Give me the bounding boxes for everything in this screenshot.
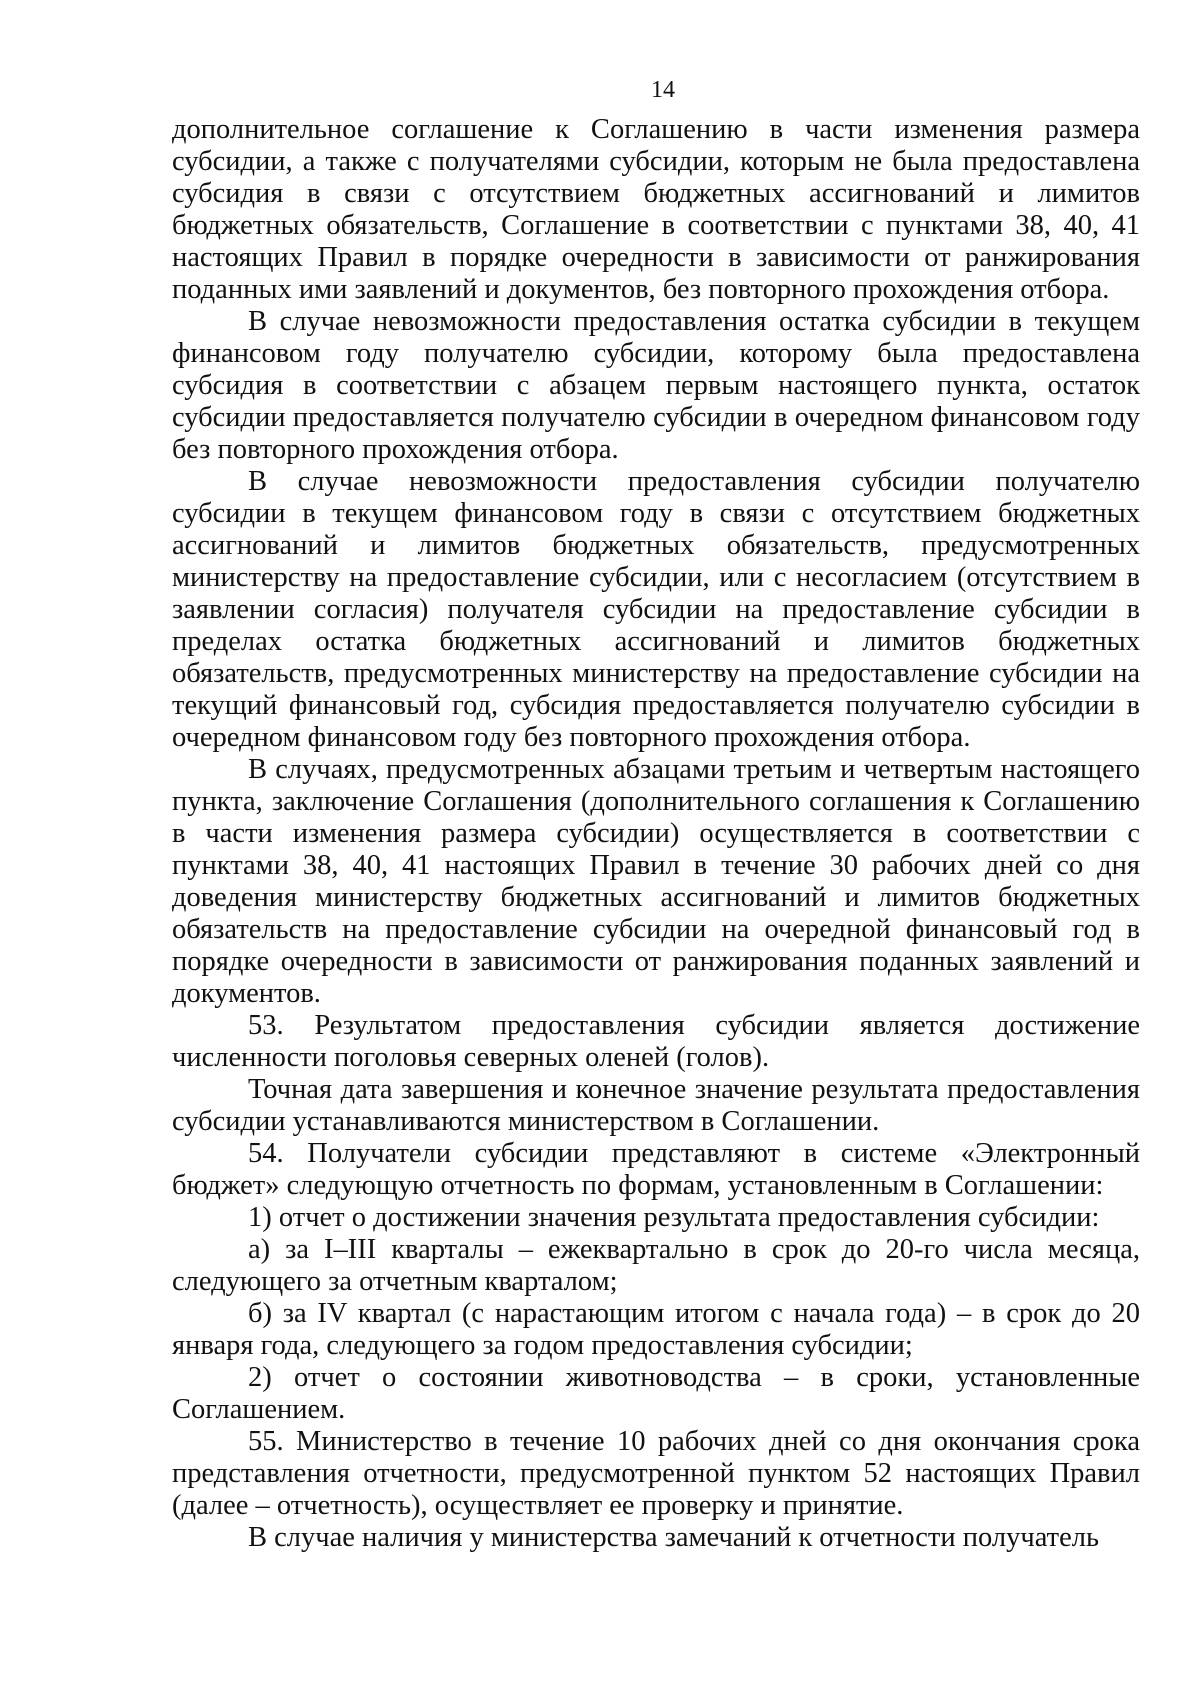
paragraph-item-54: 54. Получатели субсидии представляют в системе «Электронный бюджет» следующую отчетность по формам, установленным в Соглашении:	[172, 1138, 1140, 1201]
paragraph-item-55: 55. Министерство в течение 10 рабочих дней со дня окончания срока представления отчетности, предусмотренной пунктом 52 настоящих Правил (далее – отчетность), осуществляет ее проверку и принятие.	[172, 1426, 1140, 1521]
paragraph-report-1: 1) отчет о достижении значения результата предоставления субсидии:	[248, 1202, 1100, 1233]
page-number: 14	[651, 77, 675, 103]
paragraph-report-1b: б) за IV квартал (с нарастающим итогом с начала года) – в срок до 20 января года, следующего за годом предоставления субсидии;	[172, 1298, 1140, 1361]
paragraph-report-1a: а) за I–III кварталы – ежеквартально в срок до 20-го числа месяца, следующего за отчетным кварталом;	[172, 1234, 1140, 1297]
document-body	[172, 114, 1140, 1554]
paragraph-agreement-conclusion: В случаях, предусмотренных абзацами третьим и четвертым настоящего пункта, заключение Соглашения (дополнительного соглашения к Соглашению в части изменения размера субсидии) осуществляется в соответствии с пунктами 38, 40, 41 настоящих Правил в течение 30 рабочих дней со дня доведения министерству бюджетных ассигнований и лимитов бюджетных обязательств на предоставление субсидии на очередной финансовый год в порядке очередности в зависимости от ранжирования поданных заявлений и документов.	[172, 754, 1140, 1009]
paragraph-impossibility-of-subsidy: В случае невозможности предоставления субсидии получателю субсидии в текущем финансовом году в связи с отсутствием бюджетных ассигнований и лимитов бюджетных обязательств, предусмотренных министерству на предоставление субсидии, или с несогласием (отсутствием в заявлении согласия) получателя субсидии на предоставление субсидии в пределах остатка бюджетных ассигнований и лимитов бюджетных обязательств, предусмотренных министерству на предоставление субсидии на текущий финансовый год, субсидия предоставляется получателю субсидии в очередном финансовом году без повторного прохождения отбора.	[172, 466, 1140, 753]
paragraph-remaining-subsidy: В случае невозможности предоставления остатка субсидии в текущем финансовом году получателю субсидии, которому была предоставлена субсидия в соответствии с абзацем первым настоящего пункта, остаток субсидии предоставляется получателю субсидии в очередном финансовом году без повторного прохождения отбора.	[172, 306, 1140, 465]
paragraph-report-2: 2) отчет о состоянии животноводства – в сроки, установленные Соглашением.	[172, 1362, 1140, 1425]
paragraph-remarks: В случае наличия у министерства замечаний к отчетности получатель	[248, 1522, 1099, 1553]
paragraph-item-53: 53. Результатом предоставления субсидии является достижение численности поголовья северных оленей (голов).	[172, 1010, 1140, 1073]
paragraph-continuation: дополнительное соглашение к Соглашению в части изменения размера субсидии, а также с получателями субсидии, которым не была предоставлена субсидия в связи с отсутствием бюджетных ассигнований и лимитов бюджетных обязательств, Соглашение в соответствии с пунктами 38, 40, 41 настоящих Правил в порядке очередности в зависимости от ранжирования поданных ими заявлений и документов, без повторного прохождения отбора.	[172, 114, 1140, 305]
paragraph-result-date: Точная дата завершения и конечное значение результата предоставления субсидии устанавливаются министерством в Соглашении.	[172, 1074, 1140, 1137]
